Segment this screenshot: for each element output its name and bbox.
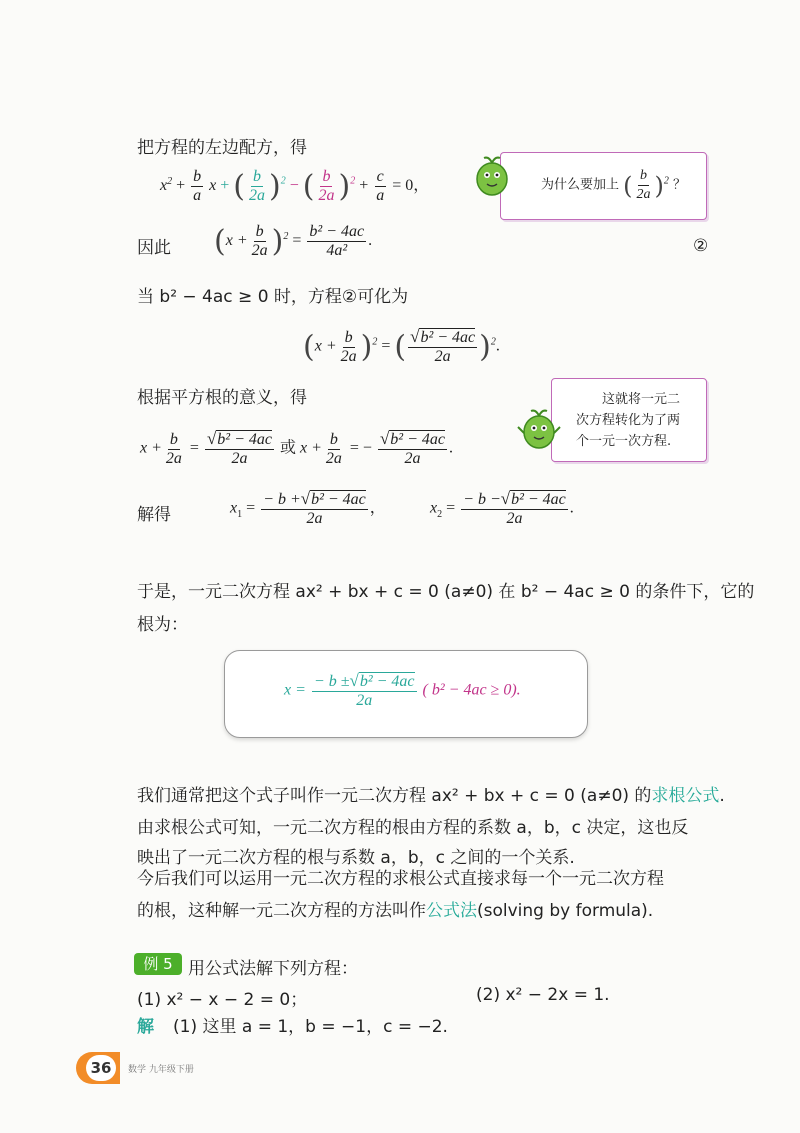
- solve-label: 解得: [137, 505, 171, 525]
- solution-label: 解: [137, 1017, 154, 1037]
- note-2-line-2: 次方程转化为了两: [576, 413, 681, 428]
- example-question-1: (1) x² − x − 2 = 0；: [137, 990, 308, 1010]
- quadratic-formula: x = $\frac{\text{− b ±√b² − 4ac}}{2a}$ ( b² − 4ac ≥ 0).: [284, 671, 521, 709]
- equation-tag-2: ②: [693, 236, 709, 256]
- intro-text: 把方程的左边配方，得: [137, 138, 307, 158]
- paragraph-3-line-1: 今后我们可以运用一元二次方程的求根公式直接求每一个一元二次方程: [137, 869, 664, 889]
- therefore-line-2: 根为：: [137, 615, 188, 635]
- paragraph-2-line-2: 映出了一元二次方程的根与系数 a，b，c 之间的一个关系.: [137, 848, 575, 868]
- paragraph-1: 我们通常把这个式子叫作一元二次方程 ax² + bx + c = 0 (a≠0) 的求根公式.: [137, 786, 725, 806]
- page-number: 36: [86, 1055, 116, 1081]
- root-x2: $x_2$ = $\frac{\text{− b −√b² − 4ac}}{2a}$ .: [430, 489, 574, 527]
- book-title: 数学 九年级下册: [128, 1065, 194, 1075]
- root-x1: $x_1$ = $\frac{\text{− b +√b² − 4ac}}{2a}$ ，: [230, 489, 386, 527]
- note-2-line-3: 个一元一次方程.: [576, 434, 672, 449]
- term-quadratic-formula: 求根公式: [651, 786, 720, 806]
- equation-4: x + $\frac{b}{2a}$ = $\frac{\text{√b² − 4ac}}{2a}$ 或 x + $\frac{b}{2a}$ = − $\frac{\text{√b² − 4ac}}{2a}$ .: [140, 429, 453, 467]
- condition-text: 当 b² − 4ac ≥ 0 时，方程②可化为: [137, 287, 409, 307]
- therefore-line-1: 于是，一元二次方程 ax² + bx + c = 0 (a≠0) 在 b² − 4ac ≥ 0 的条件下，它的: [137, 582, 755, 602]
- term-formula-method: 公式法: [426, 901, 477, 921]
- example-badge: 例 5: [134, 953, 182, 975]
- margin-note-1: 为什么要加上 ( $\frac{b}{2a}$ )$^2$ ？: [500, 152, 707, 220]
- note-1-text: 为什么要加上: [541, 177, 620, 193]
- paragraph-3-line-2: 的根，这种解一元二次方程的方法叫作公式法(solving by formula).: [137, 901, 654, 921]
- margin-note-2: [551, 378, 707, 462]
- equation-completing-square: $x^2$ + $\frac{b}{a}$ x + ( $\frac{b}{2a}$ )$^2$ − ( $\frac{b}{2a}$ )$^2$ + $\frac{c}{a}$ = 0，: [160, 168, 430, 204]
- example-title: 用公式法解下列方程：: [188, 959, 358, 979]
- green-mascot-icon: [470, 152, 514, 202]
- because-label: 因此: [137, 238, 171, 258]
- example-question-2: (2) x² − 2x = 1.: [476, 985, 610, 1005]
- green-mascot-icon: [517, 405, 561, 455]
- square-root-meaning-text: 根据平方根的意义，得: [137, 388, 307, 408]
- note-2-line-1: 这就将一元二: [602, 392, 681, 407]
- equation-2: (x + $\frac{b}{2a}$ )$^2$ = $\frac{\text{b² − 4ac}}{\text{4a²}}$ .: [214, 223, 373, 259]
- equation-3: (x + $\frac{b}{2a}$ )$^2$ = ( $\frac{\text{√b² − 4ac}}{2a}$ )$^2$.: [303, 327, 500, 365]
- solution-line-1: (1) 这里 a = 1，b = −1，c = −2.: [173, 1017, 448, 1037]
- paragraph-2-line-1: 由求根公式可知，一元二次方程的根由方程的系数 a，b，c 决定，这也反: [137, 818, 689, 838]
